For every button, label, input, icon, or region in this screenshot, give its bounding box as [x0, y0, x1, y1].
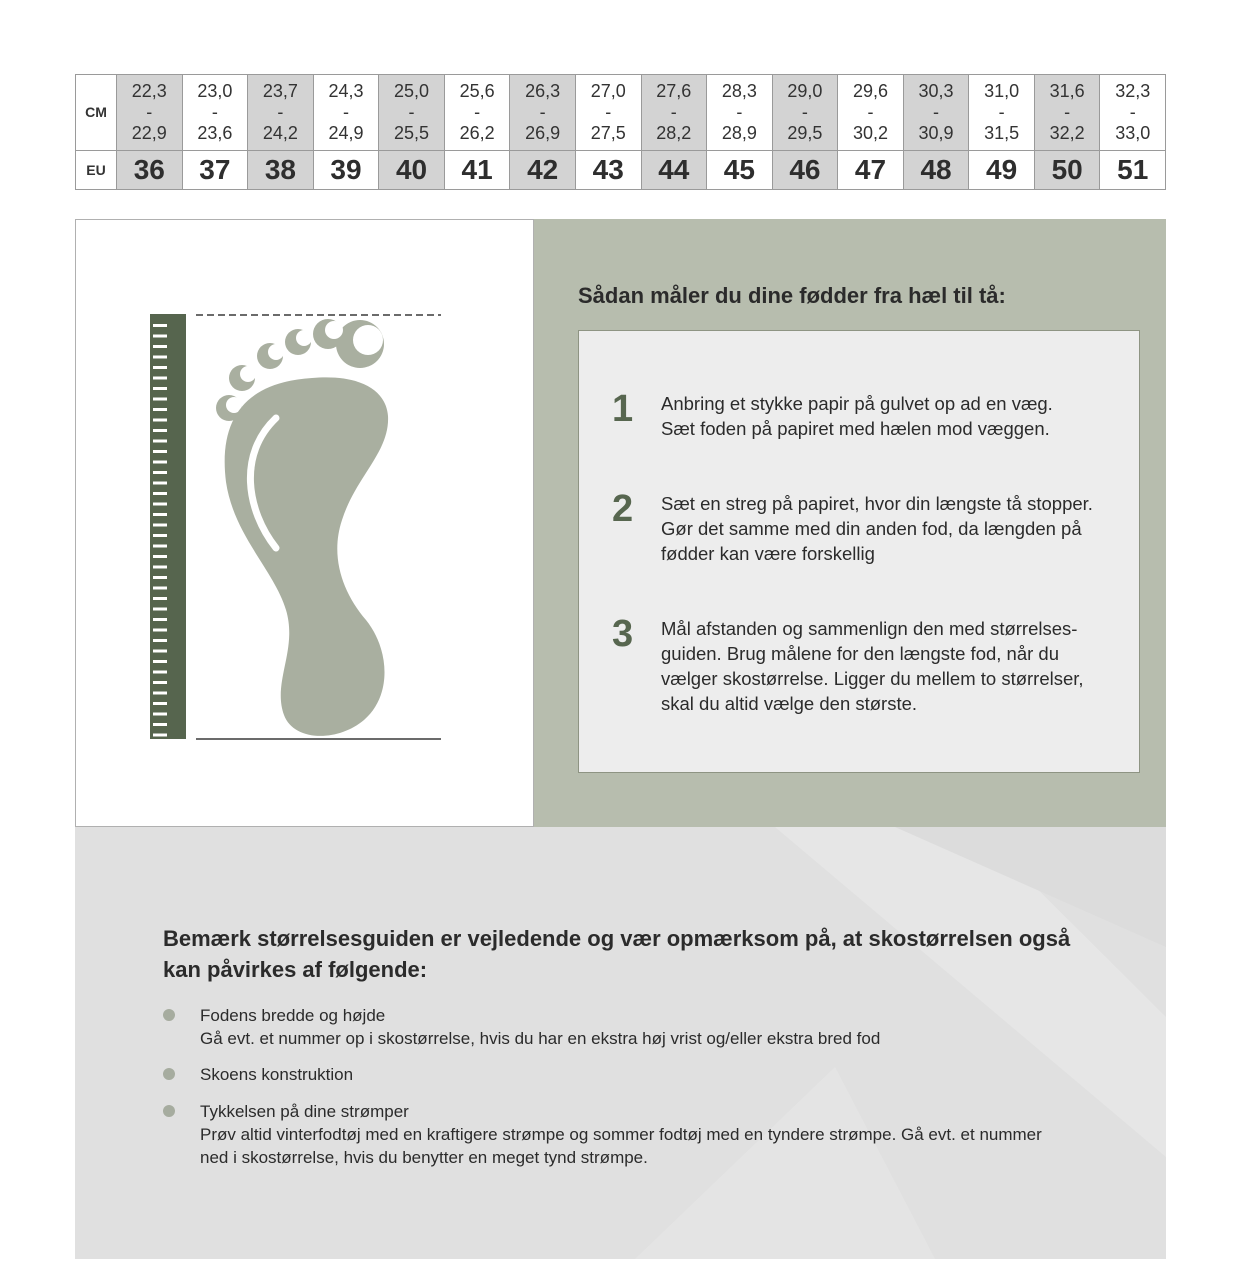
cm-from: 27,6 [656, 80, 692, 101]
step-line: vælger skostørrelse. Ligger du mellem to størrelser, [661, 668, 1084, 689]
note-line: Fodens bredde og højde [200, 1006, 386, 1025]
eu-size-cell: 36 [117, 150, 183, 189]
eu-size-cell: 42 [510, 150, 576, 189]
eu-size-cell: 38 [248, 150, 314, 189]
notes-panel [75, 827, 1166, 1259]
cm-from: 24,3 [328, 80, 364, 101]
step-line: guiden. Brug målene for den længste fod, når du [661, 643, 1060, 664]
cm-range-cell [313, 75, 379, 151]
foot-illustration [75, 219, 534, 827]
range-separator: - [998, 101, 1005, 122]
range-separator: - [408, 101, 415, 122]
eu-size-cell: 44 [641, 150, 707, 189]
cm-from: 25,0 [394, 80, 430, 101]
range-separator: - [342, 101, 349, 122]
eu-size-cell: 47 [838, 150, 904, 189]
step-line: fødder kan være forskellig [661, 543, 875, 564]
size-table [75, 74, 1166, 190]
cm-to: 25,5 [394, 122, 430, 143]
cm-to: 33,0 [1115, 122, 1151, 143]
cm-to: 29,5 [787, 122, 823, 143]
step-text [661, 491, 1116, 566]
ruler-icon [150, 314, 186, 739]
cm-to: 30,9 [918, 122, 954, 143]
step-line: Anbring et stykke papir på gulvet op ad en væg. [661, 393, 1053, 414]
range-separator: - [1129, 101, 1136, 122]
eu-row [76, 150, 1166, 189]
cm-from: 25,6 [459, 80, 495, 101]
cm-range-cell [444, 75, 510, 151]
eu-size-cell: 45 [707, 150, 773, 189]
cm-from: 28,3 [721, 80, 757, 101]
note-text [200, 1100, 1090, 1169]
cm-range-cell [641, 75, 707, 151]
note-line: ned i skostørrelse, hvis du benytter en meget tynd strømpe. [200, 1148, 648, 1167]
cm-from: 29,0 [787, 80, 823, 101]
bullet-icon [163, 1105, 175, 1117]
cm-range-cell [248, 75, 314, 151]
cm-label: CM [76, 75, 117, 151]
eu-size-cell: 51 [1100, 150, 1166, 189]
step-number: 2 [612, 488, 634, 530]
step-line: skal du altid vælge den største. [661, 693, 918, 714]
cm-to: 27,5 [590, 122, 626, 143]
notes-title-line: Bemærk størrelsesguiden er vejledende og vær opmærksom på, at skostørrelsen også [163, 926, 1071, 951]
cm-to: 24,9 [328, 122, 364, 143]
cm-to: 28,2 [656, 122, 692, 143]
range-separator: - [474, 101, 481, 122]
cm-to: 26,2 [459, 122, 495, 143]
bullet-icon [163, 1068, 175, 1080]
range-separator: - [605, 101, 612, 122]
step-text [661, 616, 1116, 716]
cm-from: 23,0 [197, 80, 233, 101]
cm-range-cell [379, 75, 445, 151]
cm-to: 30,2 [852, 122, 888, 143]
cm-from: 32,3 [1115, 80, 1151, 101]
eu-size-cell: 46 [772, 150, 838, 189]
cm-range-cell [1034, 75, 1100, 151]
cm-range-cell [117, 75, 183, 151]
measure-title: Sådan måler du dine fødder fra hæl til tå: [578, 283, 1006, 308]
eu-label: EU [76, 150, 117, 189]
bullet-icon [163, 1009, 175, 1021]
eu-size-cell: 48 [903, 150, 969, 189]
cm-from: 22,3 [131, 80, 167, 101]
cm-from: 31,0 [984, 80, 1020, 101]
range-separator: - [867, 101, 874, 122]
note-line: Gå evt. et nummer op i skostørrelse, hvis du har en ekstra høj vrist og/eller ekstra bred fod [200, 1029, 881, 1048]
cm-row [76, 75, 1166, 151]
step-number: 1 [612, 388, 634, 430]
cm-from: 29,6 [852, 80, 888, 101]
range-separator: - [146, 101, 153, 122]
cm-to: 32,2 [1049, 122, 1085, 143]
range-separator: - [933, 101, 940, 122]
note-line: Prøv altid vinterfodtøj med en kraftigere strømpe og sommer fodtøj med en tyndere strømpe. Gå evt. et nummer [200, 1125, 1042, 1144]
note-line: Tykkelsen på dine strømper [200, 1102, 409, 1121]
cm-range-cell [969, 75, 1035, 151]
notes-title [163, 923, 1093, 985]
eu-size-cell: 39 [313, 150, 379, 189]
cm-range-cell [510, 75, 576, 151]
cm-to: 26,9 [525, 122, 561, 143]
eu-size-cell: 40 [379, 150, 445, 189]
range-separator: - [277, 101, 284, 122]
cm-to: 23,6 [197, 122, 233, 143]
eu-size-cell: 50 [1034, 150, 1100, 189]
note-text [200, 1004, 1090, 1050]
cm-to: 31,5 [984, 122, 1020, 143]
cm-range-cell [772, 75, 838, 151]
eu-size-cell: 43 [575, 150, 641, 189]
step-number: 3 [612, 613, 634, 655]
notes-title-line: kan påvirkes af følgende: [163, 957, 428, 982]
cm-from: 23,7 [262, 80, 298, 101]
steps-box [578, 330, 1140, 773]
foot-icon [76, 220, 533, 826]
step-line: Gør det samme med din anden fod, da længden på [661, 518, 1082, 539]
step-line: Mål afstanden og sammenlign den med størrelses- [661, 618, 1078, 639]
cm-range-cell [575, 75, 641, 151]
step-text [661, 391, 1116, 441]
cm-range-cell [903, 75, 969, 151]
range-separator: - [670, 101, 677, 122]
step-line: Sæt foden på papiret med hælen mod væggen. [661, 418, 1050, 439]
range-separator: - [1064, 101, 1071, 122]
cm-range-cell [707, 75, 773, 151]
range-separator: - [801, 101, 808, 122]
cm-from: 30,3 [918, 80, 954, 101]
cm-to: 22,9 [131, 122, 167, 143]
eu-size-cell: 49 [969, 150, 1035, 189]
measure-panel [75, 219, 1166, 827]
note-text [200, 1063, 1090, 1086]
cm-from: 27,0 [590, 80, 626, 101]
note-line: Skoens konstruktion [200, 1065, 354, 1084]
eu-size-cell: 37 [182, 150, 248, 189]
cm-to: 24,2 [262, 122, 298, 143]
cm-from: 31,6 [1049, 80, 1085, 101]
eu-size-cell: 41 [444, 150, 510, 189]
step-line: Sæt en streg på papiret, hvor din længste tå stopper. [661, 493, 1093, 514]
range-separator: - [211, 101, 218, 122]
cm-range-cell [1100, 75, 1166, 151]
cm-to: 28,9 [721, 122, 757, 143]
range-separator: - [539, 101, 546, 122]
cm-range-cell [182, 75, 248, 151]
cm-from: 26,3 [525, 80, 561, 101]
range-separator: - [736, 101, 743, 122]
cm-range-cell [838, 75, 904, 151]
